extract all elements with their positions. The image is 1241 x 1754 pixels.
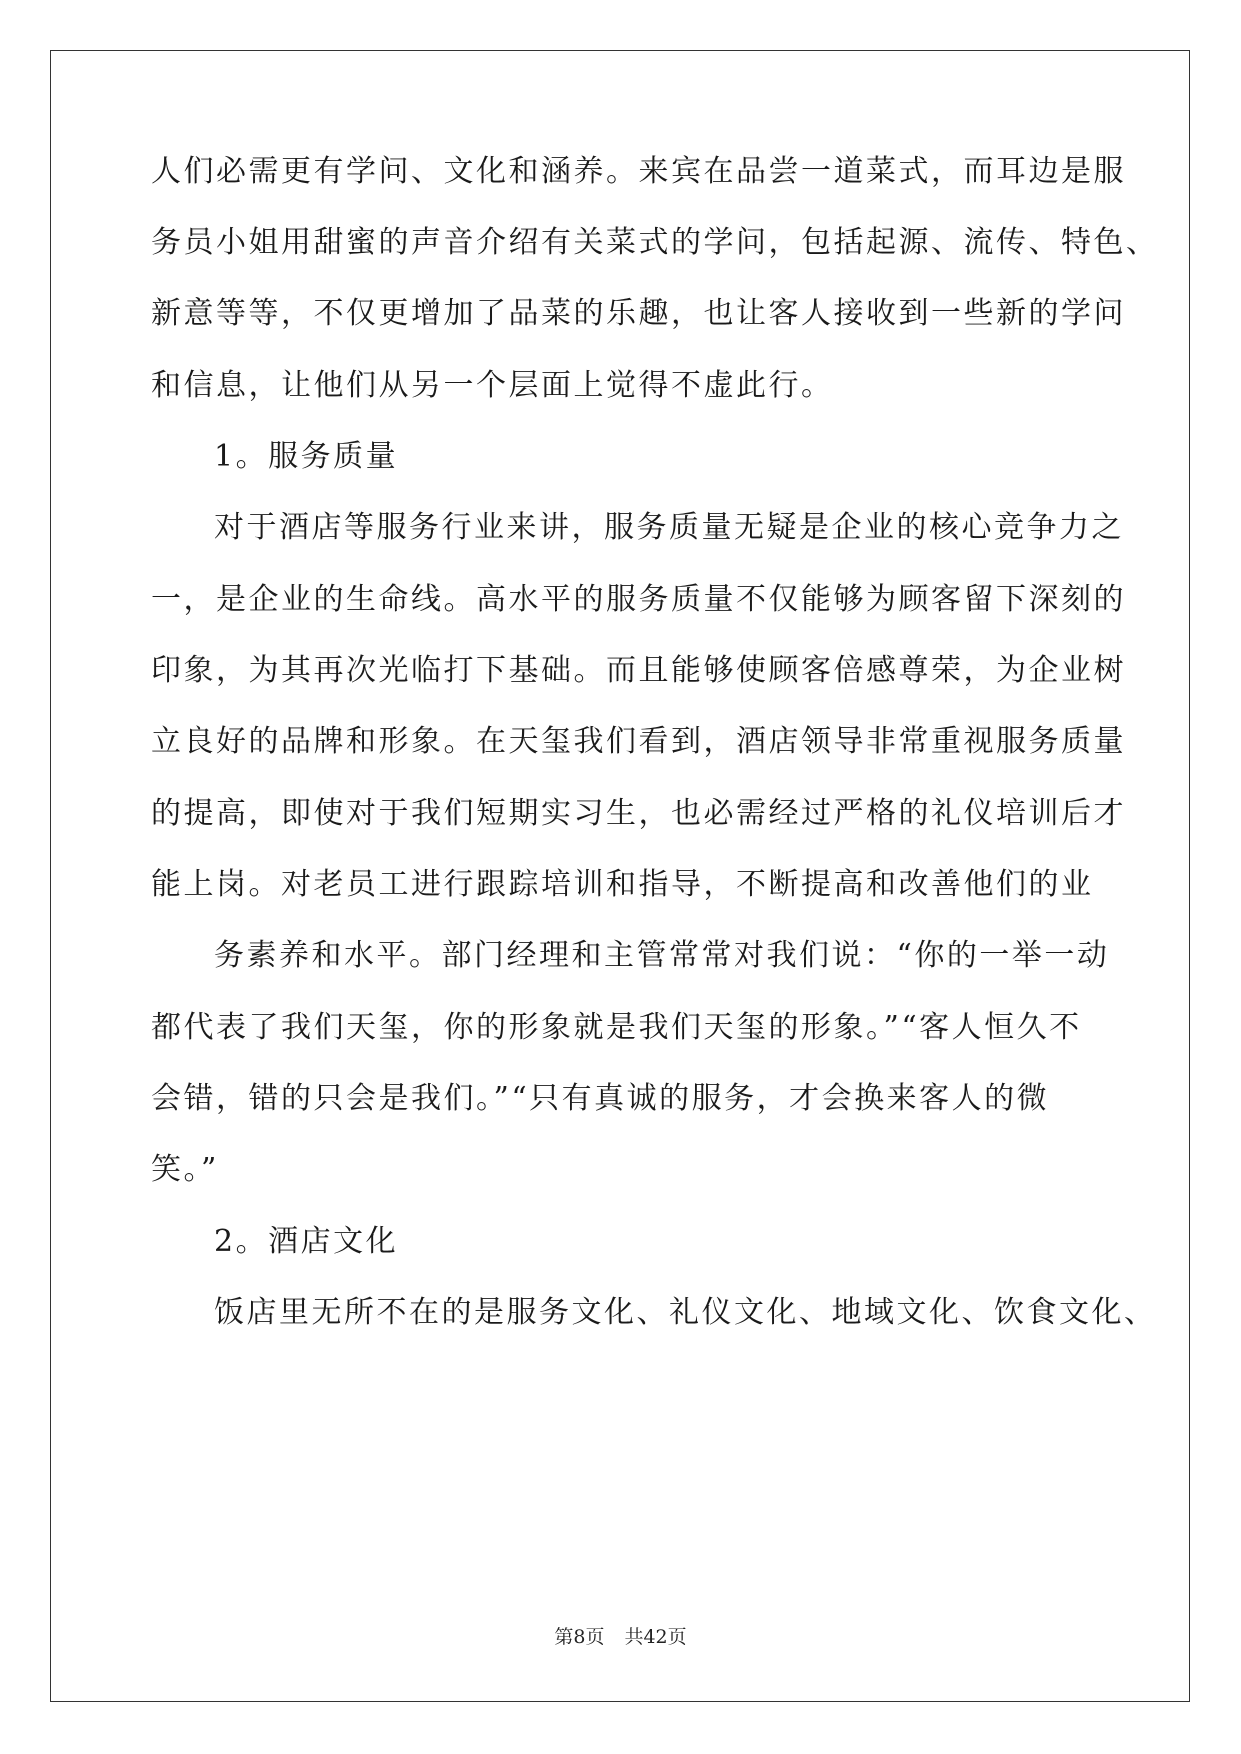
text-line: 务员小姐用甜蜜的声音介绍有关菜式的学问，包括起源、流传、特色、 xyxy=(151,225,1159,260)
text-line: 能上岗。对老员工进行跟踪培训和指导，不断提高和改善他们的业 xyxy=(151,867,1094,902)
text-line: 一，是企业的生命线。高水平的服务质量不仅能够为顾客留下深刻的 xyxy=(151,582,1126,617)
text-line: 对于酒店等服务行业来讲，服务质量无疑是企业的核心竞争力之 xyxy=(214,510,1124,545)
text-line: 印象，为其再次光临打下基础。而且能够使顾客倍感尊荣，为企业树 xyxy=(151,653,1126,688)
total-pages: 共42页 xyxy=(624,1626,687,1648)
text-line: 都代表了我们天玺，你的形象就是我们天玺的形象。”“客人恒久不 xyxy=(151,1010,1082,1045)
text-line: 立良好的品牌和形象。在天玺我们看到，酒店领导非常重视服务质量 xyxy=(151,724,1126,759)
text-line: 饭店里无所不在的是服务文化、礼仪文化、地域文化、饮食文化、 xyxy=(214,1295,1157,1330)
text-line: 新意等等，不仅更增加了品菜的乐趣，也让客人接收到一些新的学问 xyxy=(151,296,1126,331)
text-line: 人们必需更有学问、文化和涵养。来宾在品尝一道菜式，而耳边是服 xyxy=(151,154,1126,189)
section-heading: 1。服务质量 xyxy=(214,439,399,474)
text-line: 的提高，即使对于我们短期实习生，也必需经过严格的礼仪培训后才 xyxy=(151,796,1126,831)
text-line: 会错，错的只会是我们。”“只有真诚的服务，才会换来客人的微 xyxy=(151,1081,1050,1116)
section-heading: 2。酒店文化 xyxy=(214,1224,399,1259)
text-line: 务素养和水平。部门经理和主管常常对我们说：“你的一举一动 xyxy=(214,938,1110,973)
text-line: 和信息，让他们从另一个层面上觉得不虚此行。 xyxy=(151,368,834,403)
page-footer xyxy=(0,1622,1241,1649)
page-number: 第8页 xyxy=(554,1626,605,1648)
text-line: 笑。” xyxy=(151,1152,219,1187)
